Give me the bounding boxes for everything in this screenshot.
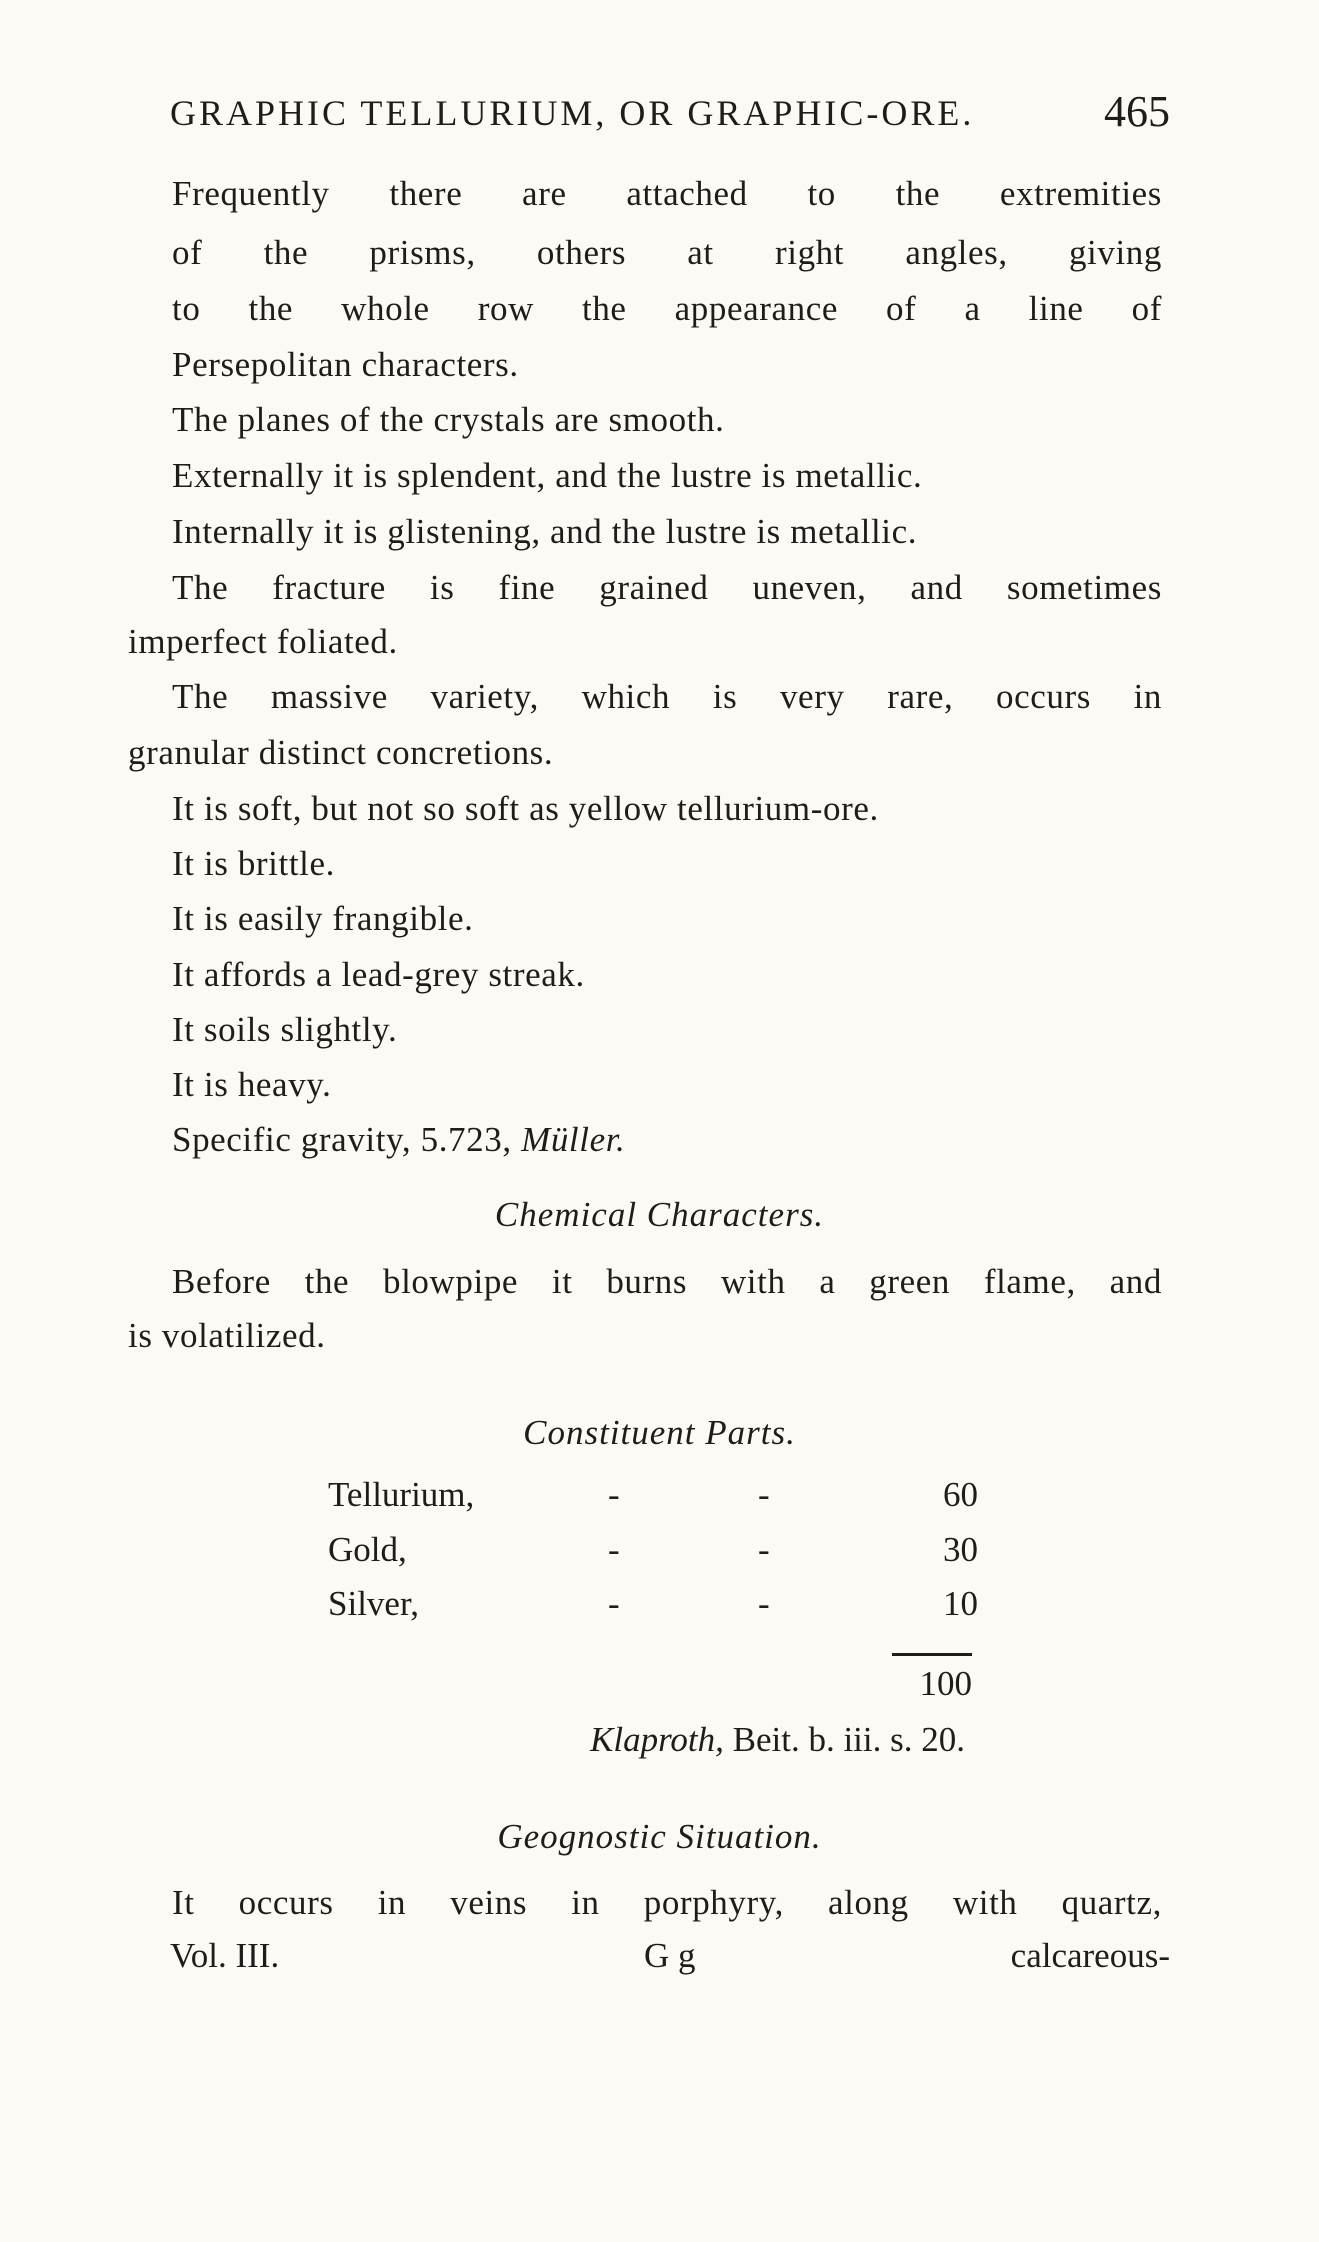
body-line-2: of the prisms, others at right angles, giving: [172, 233, 1162, 272]
body-line-1: Frequently there are attached to the extremities: [172, 174, 1162, 213]
leader-dash: -: [608, 1584, 620, 1623]
catchword: calcareous-: [1010, 1936, 1170, 1975]
running-title: GRAPHIC TELLURIUM, OR GRAPHIC-ORE.: [170, 93, 975, 133]
constituent-value: 60: [943, 1475, 978, 1514]
specific-gravity-text: Specific gravity, 5.723,: [172, 1120, 512, 1159]
leader-dash: -: [608, 1530, 620, 1569]
leader-dash: -: [758, 1530, 770, 1569]
constituent-total: 100: [919, 1664, 972, 1703]
body-line-5: The planes of the crystals are smooth.: [172, 400, 725, 439]
body-line-12: It is soft, but not so soft as yellow tellurium-ore.: [172, 789, 879, 828]
signature-mark: G g: [644, 1936, 696, 1975]
specific-gravity-author: Müller.: [521, 1120, 626, 1159]
body-line-7: Internally it is glistening, and the lustre is metallic.: [172, 512, 918, 551]
geognostic-situation-heading: Geognostic Situation.: [497, 1817, 822, 1856]
leader-dash: -: [758, 1584, 770, 1623]
constituent-row: [328, 1584, 978, 1624]
body-line-18: [172, 1120, 625, 1160]
chemical-line-2: is volatilized.: [128, 1316, 326, 1355]
constituent-name: Tellurium,: [328, 1475, 475, 1514]
citation-source: Beit. b. iii. s. 20.: [732, 1720, 965, 1759]
body-line-15: It affords a lead-grey streak.: [172, 955, 585, 994]
constituent-value: 10: [943, 1584, 978, 1623]
body-line-4: Persepolitan characters.: [172, 345, 519, 384]
page-number: 465: [1104, 87, 1170, 136]
page-header: [170, 86, 1170, 146]
constituent-name: Silver,: [328, 1584, 419, 1623]
page-footer: [170, 1936, 1170, 1976]
constituent-row: [328, 1475, 978, 1515]
body-line-3: to the whole row the appearance of a line of: [172, 289, 1162, 328]
body-line-17: It is heavy.: [172, 1065, 332, 1104]
geognostic-line-1: It occurs in veins in porphyry, along with quartz,: [172, 1883, 1162, 1922]
body-line-9: imperfect foliated.: [128, 622, 398, 661]
body-line-10: The massive variety, which is very rare, occurs in: [172, 677, 1162, 716]
chemical-characters-heading: Chemical Characters.: [494, 1195, 825, 1234]
constituent-row: [328, 1530, 978, 1570]
body-line-14: It is easily frangible.: [172, 899, 474, 938]
citation-author: Klaproth,: [590, 1720, 724, 1759]
body-line-11: granular distinct concretions.: [128, 733, 554, 772]
body-line-6: Externally it is splendent, and the lustre is metallic.: [172, 456, 923, 495]
sum-rule: [892, 1653, 972, 1656]
volume-label: Vol. III.: [170, 1936, 280, 1975]
leader-dash: -: [758, 1475, 770, 1514]
citation: [590, 1720, 965, 1760]
leader-dash: -: [608, 1475, 620, 1514]
constituent-name: Gold,: [328, 1530, 407, 1569]
body-line-8: The fracture is fine grained uneven, and sometimes: [172, 568, 1162, 607]
constituent-parts-heading: Constituent Parts.: [523, 1413, 796, 1452]
body-line-16: It soils slightly.: [172, 1010, 398, 1049]
constituent-value: 30: [943, 1530, 978, 1569]
chemical-line-1: Before the blowpipe it burns with a green flame, and: [172, 1262, 1162, 1301]
body-line-13: It is brittle.: [172, 844, 335, 883]
